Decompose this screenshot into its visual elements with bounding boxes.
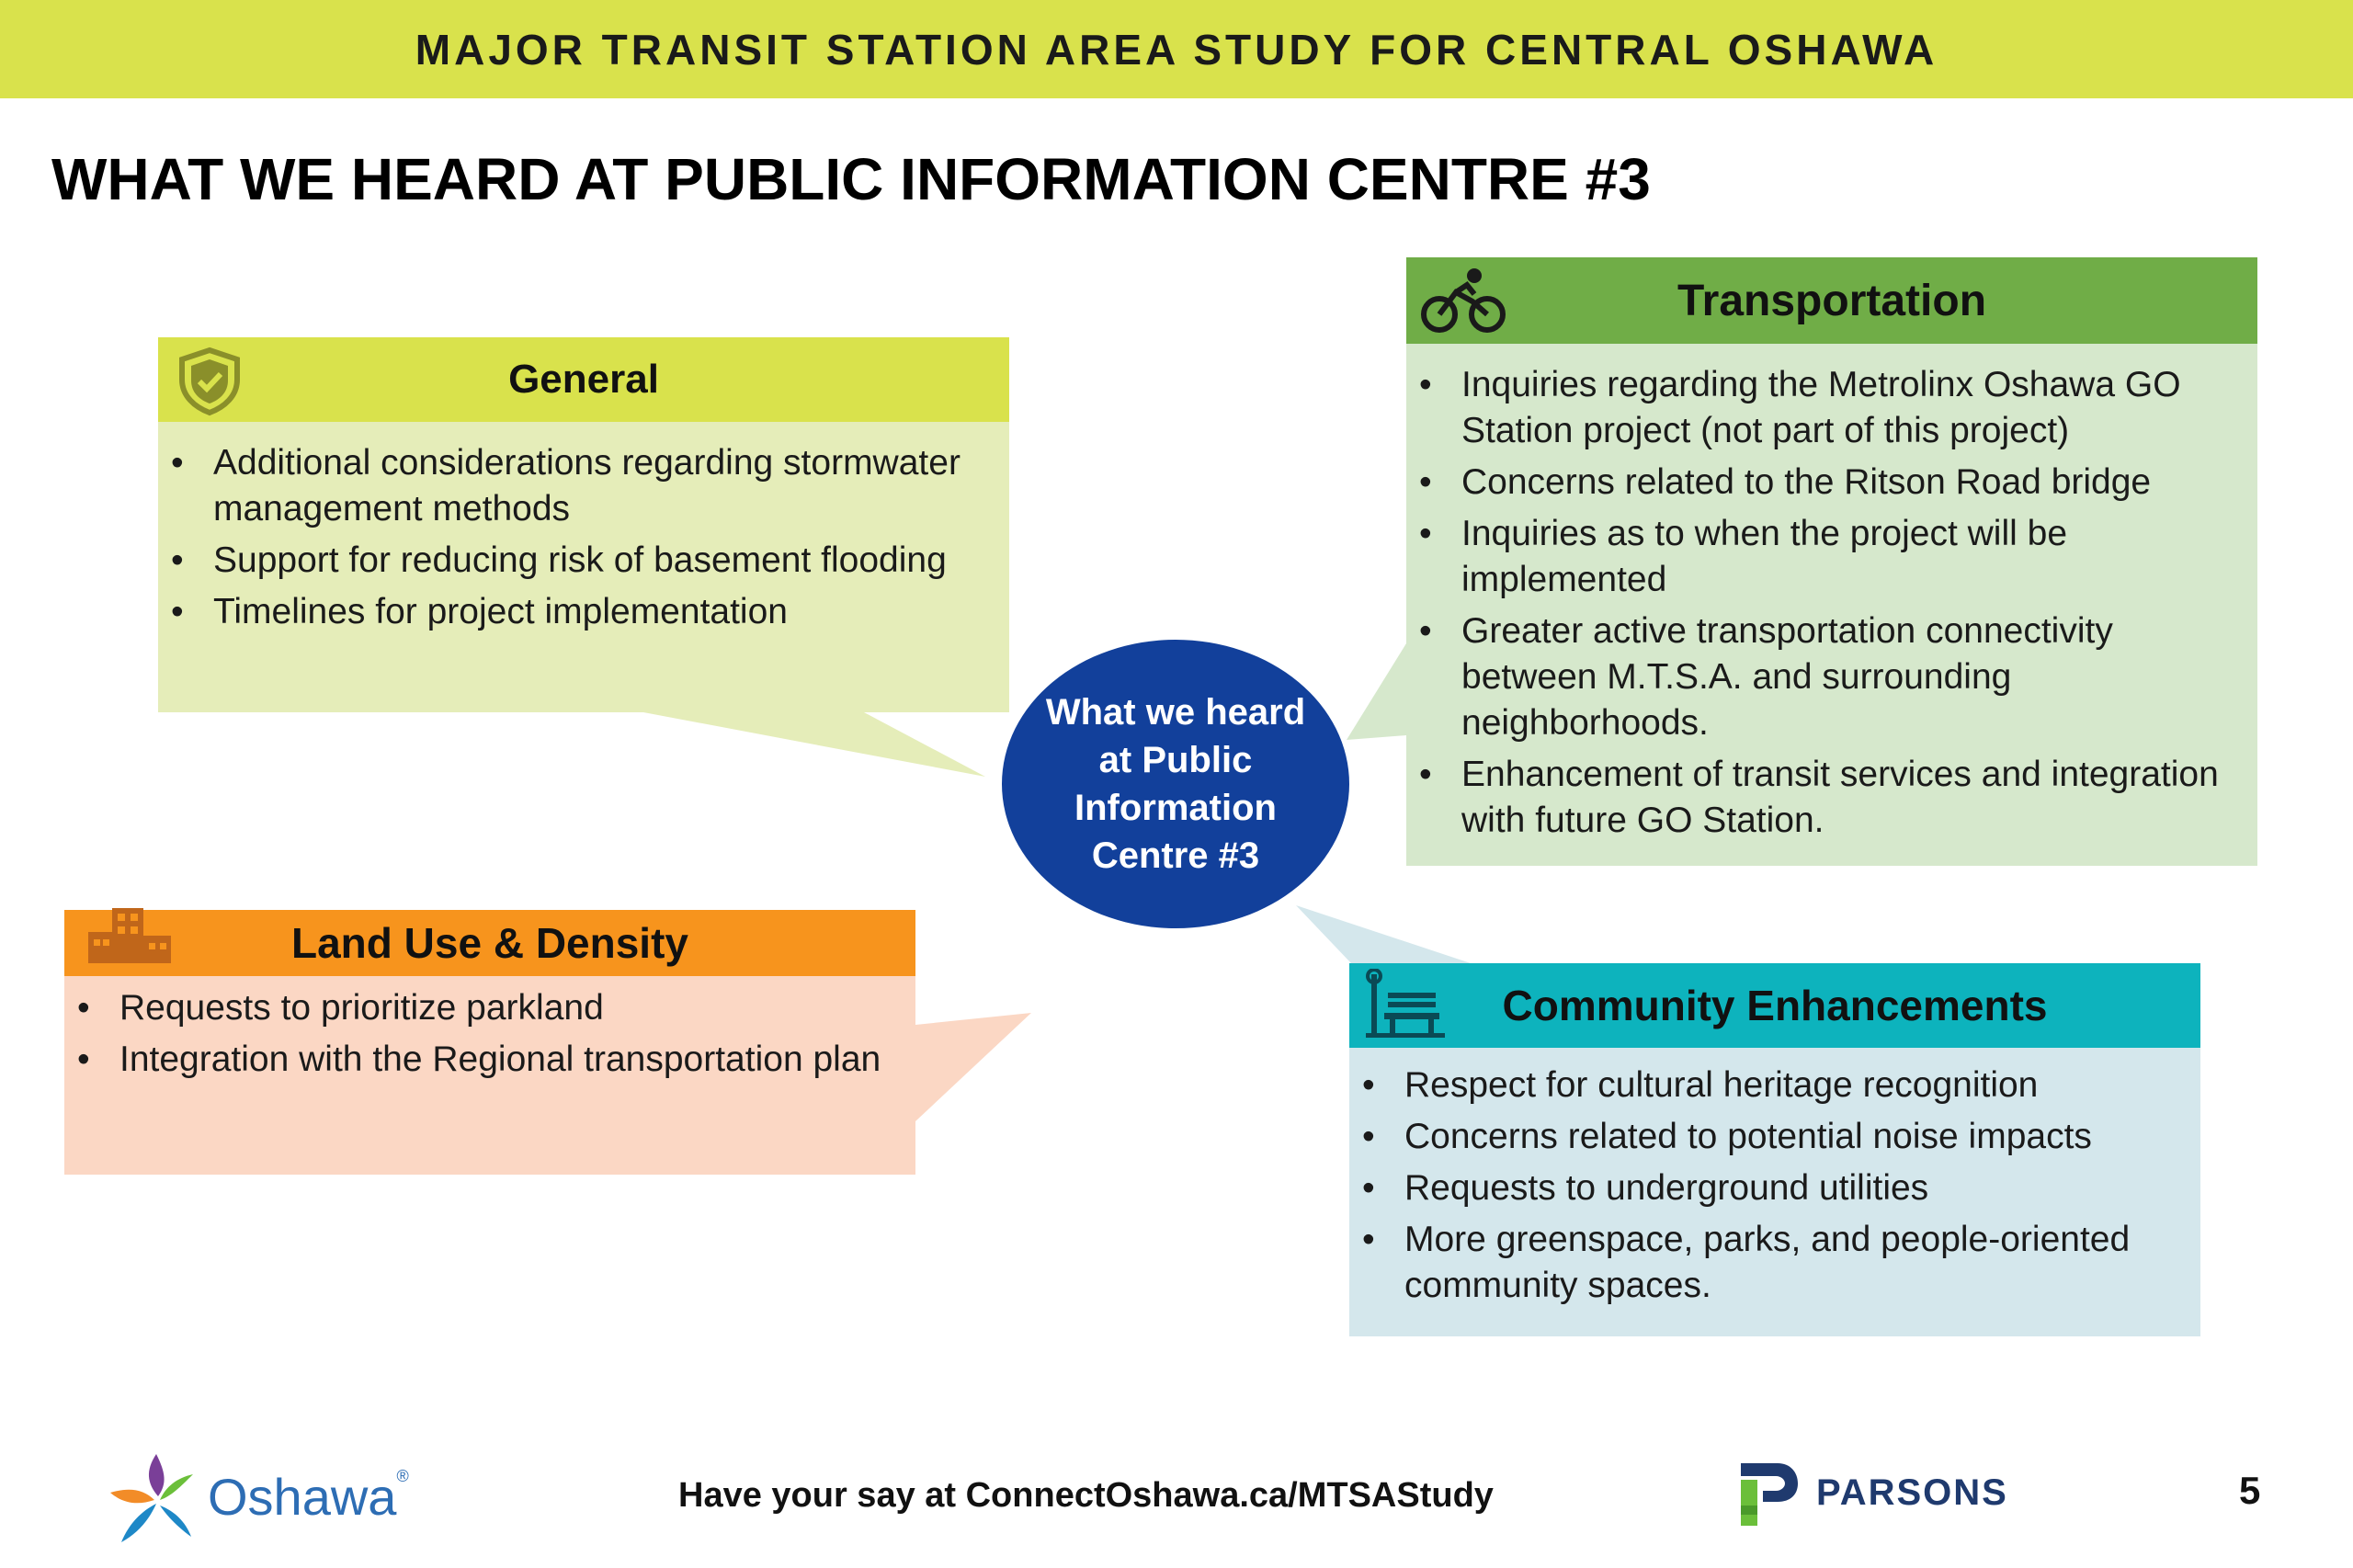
page-number: 5 bbox=[2239, 1469, 2261, 1512]
land-use-body bbox=[64, 976, 915, 1175]
community-tail bbox=[1296, 905, 1471, 963]
oshawa-star-icon bbox=[101, 1447, 211, 1548]
community-list bbox=[1349, 1048, 2200, 1309]
land-use-list bbox=[64, 976, 915, 1083]
park-bench-icon bbox=[1366, 969, 1445, 1051]
land-use-section bbox=[64, 910, 915, 1175]
page-title: WHAT WE HEARD AT PUBLIC INFORMATION CENTRE #3 bbox=[51, 146, 1651, 212]
transportation-header bbox=[1406, 257, 2257, 344]
transportation-title: Transportation bbox=[1677, 276, 1987, 325]
footer-cta: Have your say at ConnectOshawa.ca/MTSAStudy bbox=[678, 1476, 1494, 1515]
list-item: • Requests to underground utilities bbox=[1349, 1165, 2182, 1211]
general-list bbox=[158, 422, 1009, 635]
list-item: • Enhancement of transit services and integration with future GO Station. bbox=[1406, 752, 2239, 844]
transportation-section bbox=[1406, 257, 2257, 866]
general-body bbox=[158, 422, 1009, 712]
community-header bbox=[1349, 963, 2200, 1048]
general-title: General bbox=[508, 357, 659, 402]
center-oval bbox=[1002, 640, 1349, 928]
transport-tail bbox=[1347, 643, 1406, 740]
transportation-list bbox=[1406, 344, 2257, 844]
community-body bbox=[1349, 1048, 2200, 1336]
list-item: • Inquiries regarding the Metrolinx Oshawa GO Station project (not part of this project) bbox=[1406, 362, 2239, 454]
parsons-logo bbox=[1737, 1460, 2059, 1529]
banner-title: MAJOR TRANSIT STATION AREA STUDY FOR CENTRAL OSHAWA bbox=[415, 25, 1938, 74]
center-label: What we heard at Public Information Centre #3 bbox=[1045, 692, 1306, 876]
list-item: • Greater active transportation connectivity between M.T.S.A. and surrounding neighborhoods. bbox=[1406, 608, 2239, 746]
list-item: • Respect for cultural heritage recognition bbox=[1349, 1062, 2182, 1108]
list-item: • Timelines for project implementation bbox=[158, 589, 991, 635]
general-header bbox=[158, 337, 1009, 422]
general-tail bbox=[643, 712, 985, 777]
community-section bbox=[1349, 963, 2200, 1336]
shield-check-icon bbox=[175, 347, 244, 426]
oshawa-logo bbox=[101, 1447, 432, 1548]
list-item: • More greenspace, parks, and people-oriented community spaces. bbox=[1349, 1217, 2182, 1309]
parsons-mark-icon bbox=[1737, 1460, 1802, 1529]
transportation-body bbox=[1406, 344, 2257, 866]
oshawa-wordmark: Oshawa® bbox=[208, 1467, 409, 1526]
bicycle-icon bbox=[1419, 267, 1507, 347]
list-item: • Additional considerations regarding stormwater management methods bbox=[158, 440, 991, 532]
land-use-header bbox=[64, 910, 915, 976]
parsons-wordmark: PARSONS bbox=[1816, 1472, 2008, 1513]
list-item: • Concerns related to potential noise impacts bbox=[1349, 1114, 2182, 1160]
list-item: • Requests to prioritize parkland bbox=[64, 985, 897, 1031]
buildings-icon bbox=[88, 904, 171, 979]
landuse-tail bbox=[915, 1013, 1031, 1121]
list-item: • Inquiries as to when the project will be implemented bbox=[1406, 511, 2239, 603]
land-use-title: Land Use & Density bbox=[291, 919, 688, 967]
list-item: • Integration with the Regional transportation plan bbox=[64, 1037, 897, 1083]
community-title: Community Enhancements bbox=[1502, 982, 2048, 1029]
list-item: • Support for reducing risk of basement flooding bbox=[158, 538, 991, 584]
list-item: • Concerns related to the Ritson Road bridge bbox=[1406, 460, 2239, 506]
general-section bbox=[158, 337, 1009, 712]
